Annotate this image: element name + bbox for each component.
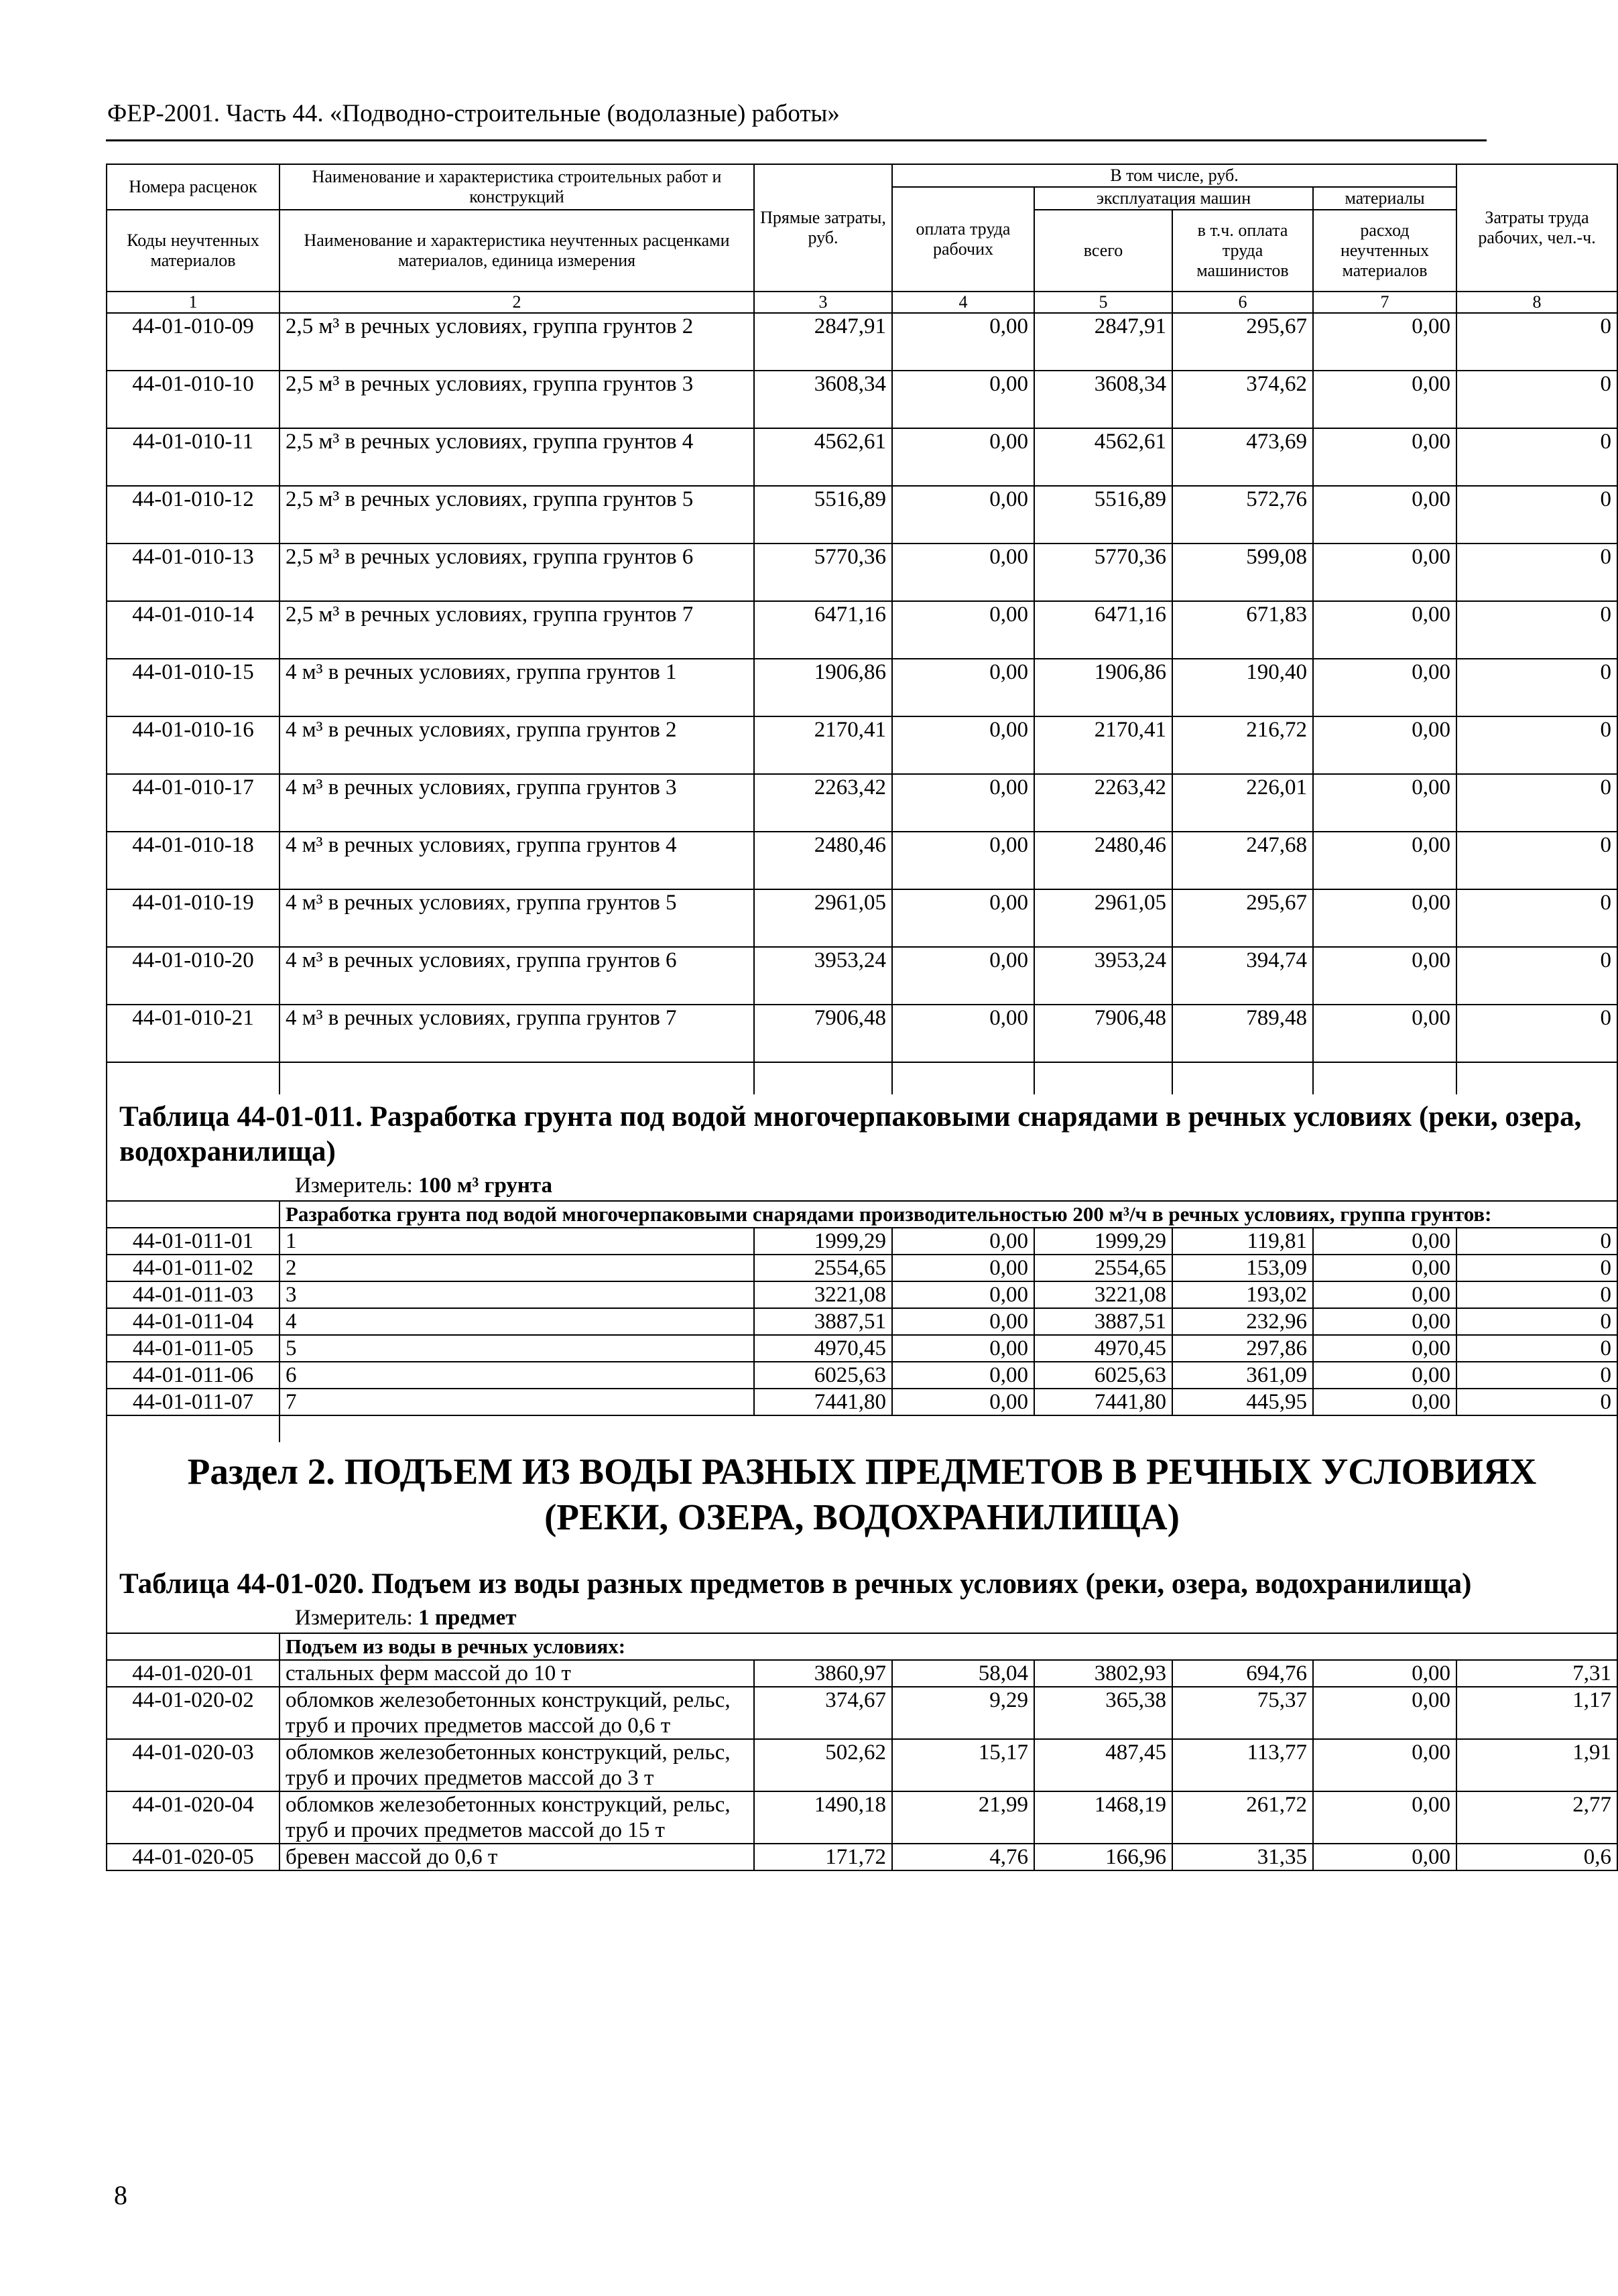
value-cell: 487,45 [1034, 1739, 1172, 1791]
value-cell: 58,04 [892, 1660, 1034, 1687]
value-cell: 0 [1456, 832, 1617, 889]
value-cell: 0,00 [1313, 1791, 1456, 1844]
value-cell: 3887,51 [1034, 1308, 1172, 1335]
value-cell: 2554,65 [1034, 1255, 1172, 1281]
work-name: 4 м³ в речных условиях, группа грунтов 4 [279, 832, 754, 889]
value-cell: 0,00 [892, 889, 1034, 947]
page-header: ФЕР-2001. Часть 44. «Подводно-строительные (водолазные) работы» [107, 100, 840, 127]
work-name: 4 м³ в речных условиях, группа грунтов 1 [279, 659, 754, 716]
value-cell: 3860,97 [754, 1660, 892, 1687]
value-cell: 0,00 [1313, 1005, 1456, 1062]
column-number: 6 [1172, 292, 1313, 313]
value-cell: 0,00 [1313, 371, 1456, 428]
incl-header: В том числе, руб. [892, 164, 1456, 187]
col7-header: расход неучтенных материалов [1313, 210, 1456, 292]
value-cell: 0,00 [1313, 486, 1456, 544]
rate-code: 44-01-010-14 [107, 601, 279, 659]
value-cell: 473,69 [1172, 428, 1313, 486]
value-cell: 0,00 [1313, 659, 1456, 716]
column-number: 4 [892, 292, 1034, 313]
rate-code: 44-01-020-03 [107, 1739, 279, 1791]
value-cell: 1999,29 [754, 1228, 892, 1255]
table-row [107, 1362, 1617, 1389]
work-name: 4 [279, 1308, 754, 1335]
table-row [107, 1308, 1617, 1335]
value-cell: 3221,08 [754, 1281, 892, 1308]
rate-code: 44-01-011-07 [107, 1389, 279, 1415]
table-row [107, 544, 1617, 601]
value-cell: 3608,34 [1034, 371, 1172, 428]
rate-code: 44-01-010-13 [107, 544, 279, 601]
work-name: 5 [279, 1335, 754, 1362]
value-cell: 0,00 [1313, 774, 1456, 832]
rate-code: 44-01-010-16 [107, 716, 279, 774]
value-cell: 0 [1456, 889, 1617, 947]
value-cell: 1999,29 [1034, 1228, 1172, 1255]
value-cell: 0 [1456, 486, 1617, 544]
work-name: обломков железобетонных конструкций, рельс, труб и прочих предметов массой до 3 т [279, 1739, 754, 1791]
value-cell: 0 [1456, 1005, 1617, 1062]
value-cell: 2263,42 [754, 774, 892, 832]
value-cell: 0 [1456, 371, 1617, 428]
value-cell: 0 [1456, 1362, 1617, 1389]
value-cell: 6471,16 [1034, 601, 1172, 659]
spacer-row [107, 1415, 1617, 1442]
value-cell: 7441,80 [754, 1389, 892, 1415]
table-row [107, 428, 1617, 486]
machines-header: эксплуатация машин [1034, 187, 1313, 210]
work-name: 4 м³ в речных условиях, группа грунтов 2 [279, 716, 754, 774]
col5-header: всего [1034, 210, 1172, 292]
value-cell: 0,00 [1313, 1844, 1456, 1870]
column-number: 3 [754, 292, 892, 313]
materials-header: материалы [1313, 187, 1456, 210]
value-cell: 2847,91 [754, 313, 892, 371]
value-cell: 5516,89 [1034, 486, 1172, 544]
value-cell: 1,91 [1456, 1739, 1617, 1791]
col3-header: Прямые затраты, руб. [754, 164, 892, 292]
value-cell: 0 [1456, 659, 1617, 716]
value-cell: 0,00 [892, 947, 1034, 1005]
table-row [107, 1005, 1617, 1062]
rate-code: 44-01-010-15 [107, 659, 279, 716]
value-cell: 0,00 [1313, 947, 1456, 1005]
value-cell: 166,96 [1034, 1844, 1172, 1870]
value-cell: 0,00 [892, 1228, 1034, 1255]
value-cell: 0,00 [1313, 313, 1456, 371]
value-cell: 2961,05 [1034, 889, 1172, 947]
table-010-body [107, 313, 1617, 1062]
value-cell: 0,00 [892, 1255, 1034, 1281]
table-row [107, 601, 1617, 659]
value-cell: 374,62 [1172, 371, 1313, 428]
value-cell: 0,00 [1313, 1228, 1456, 1255]
value-cell: 3953,24 [754, 947, 892, 1005]
value-cell: 0,00 [1313, 1362, 1456, 1389]
table-row [107, 1389, 1617, 1415]
value-cell: 0,00 [1313, 1739, 1456, 1791]
value-cell: 572,76 [1172, 486, 1313, 544]
value-cell: 7906,48 [1034, 1005, 1172, 1062]
rate-code: 44-01-010-17 [107, 774, 279, 832]
work-name: 2,5 м³ в речных условиях, группа грунтов 5 [279, 486, 754, 544]
rate-code: 44-01-020-04 [107, 1791, 279, 1844]
value-cell: 0,00 [1313, 832, 1456, 889]
rate-code: 44-01-020-02 [107, 1687, 279, 1739]
table-row [107, 774, 1617, 832]
table-011-measure: Измеритель: 100 м³ грунта [295, 1173, 553, 1198]
value-cell: 0,00 [1313, 1281, 1456, 1308]
value-cell: 0,00 [892, 1005, 1034, 1062]
value-cell: 0,00 [892, 716, 1034, 774]
value-cell: 232,96 [1172, 1308, 1313, 1335]
value-cell: 0 [1456, 1255, 1617, 1281]
value-cell: 0,00 [892, 486, 1034, 544]
spacer-row [107, 1062, 1617, 1094]
rate-code: 44-01-010-21 [107, 1005, 279, 1062]
value-cell: 2480,46 [754, 832, 892, 889]
value-cell: 671,83 [1172, 601, 1313, 659]
value-cell: 0,00 [1313, 1687, 1456, 1739]
column-number: 7 [1313, 292, 1456, 313]
value-cell: 171,72 [754, 1844, 892, 1870]
rate-code: 44-01-011-03 [107, 1281, 279, 1308]
column-number: 2 [279, 292, 754, 313]
work-name: 2,5 м³ в речных условиях, группа грунтов 6 [279, 544, 754, 601]
value-cell: 1468,19 [1034, 1791, 1172, 1844]
col1-header-bottom: Коды неучтенных материалов [107, 210, 279, 292]
value-cell: 21,99 [892, 1791, 1034, 1844]
value-cell: 190,40 [1172, 659, 1313, 716]
col2-header-top: Наименование и характеристика строительных работ и конструкций [279, 164, 754, 210]
value-cell: 394,74 [1172, 947, 1313, 1005]
value-cell: 0,00 [1313, 1308, 1456, 1335]
table-row [107, 371, 1617, 428]
value-cell: 2170,41 [754, 716, 892, 774]
value-cell: 502,62 [754, 1739, 892, 1791]
value-cell: 0,00 [892, 313, 1034, 371]
value-cell: 4970,45 [1034, 1335, 1172, 1362]
value-cell: 1906,86 [754, 659, 892, 716]
table-row [107, 1228, 1617, 1255]
value-cell: 3953,24 [1034, 947, 1172, 1005]
col1-header-top: Номера расценок [107, 164, 279, 210]
rate-code: 44-01-020-05 [107, 1844, 279, 1870]
value-cell: 0,00 [892, 601, 1034, 659]
value-cell: 365,38 [1034, 1687, 1172, 1739]
value-cell: 0,00 [1313, 1255, 1456, 1281]
value-cell: 0 [1456, 1335, 1617, 1362]
rate-code: 44-01-011-02 [107, 1255, 279, 1281]
value-cell: 0 [1456, 313, 1617, 371]
col4-header: оплата труда рабочих [892, 187, 1034, 292]
table-row [107, 659, 1617, 716]
value-cell: 9,29 [892, 1687, 1034, 1739]
table-row [107, 889, 1617, 947]
value-cell: 361,09 [1172, 1362, 1313, 1389]
rate-code: 44-01-010-10 [107, 371, 279, 428]
rate-code: 44-01-010-11 [107, 428, 279, 486]
value-cell: 4562,61 [754, 428, 892, 486]
value-cell: 0,00 [892, 832, 1034, 889]
table-row [107, 1739, 1617, 1791]
value-cell: 119,81 [1172, 1228, 1313, 1255]
value-cell: 4562,61 [1034, 428, 1172, 486]
rate-code: 44-01-011-04 [107, 1308, 279, 1335]
work-name: бревен массой до 0,6 т [279, 1844, 754, 1870]
value-cell: 7,31 [1456, 1660, 1617, 1687]
value-cell: 2170,41 [1034, 716, 1172, 774]
value-cell: 3221,08 [1034, 1281, 1172, 1308]
value-cell: 0,00 [1313, 544, 1456, 601]
value-cell: 3802,93 [1034, 1660, 1172, 1687]
rate-code: 44-01-011-06 [107, 1362, 279, 1389]
value-cell: 694,76 [1172, 1660, 1313, 1687]
value-cell: 247,68 [1172, 832, 1313, 889]
value-cell: 2480,46 [1034, 832, 1172, 889]
table-row [107, 313, 1617, 371]
work-name: 6 [279, 1362, 754, 1389]
value-cell: 0,00 [892, 544, 1034, 601]
work-name: 1 [279, 1228, 754, 1255]
rate-code: 44-01-010-18 [107, 832, 279, 889]
value-cell: 0 [1456, 1281, 1617, 1308]
table-row [107, 1281, 1617, 1308]
work-name: 2,5 м³ в речных условиях, группа грунтов 4 [279, 428, 754, 486]
value-cell: 261,72 [1172, 1791, 1313, 1844]
col8-header: Затраты труда рабочих, чел.-ч. [1456, 164, 1617, 292]
value-cell: 295,67 [1172, 889, 1313, 947]
table-020-subheading: Подъем из воды в речных условиях: [279, 1633, 1617, 1660]
value-cell: 0 [1456, 947, 1617, 1005]
work-name: 4 м³ в речных условиях, группа грунтов 5 [279, 889, 754, 947]
value-cell: 295,67 [1172, 313, 1313, 371]
table-020-body [107, 1660, 1617, 1870]
table-row [107, 947, 1617, 1005]
work-name: 4 м³ в речных условиях, группа грунтов 6 [279, 947, 754, 1005]
value-cell: 0,00 [892, 1308, 1034, 1335]
value-cell: 153,09 [1172, 1255, 1313, 1281]
value-cell: 789,48 [1172, 1005, 1313, 1062]
value-cell: 0 [1456, 544, 1617, 601]
rate-code: 44-01-010-19 [107, 889, 279, 947]
value-cell: 193,02 [1172, 1281, 1313, 1308]
value-cell: 0,6 [1456, 1844, 1617, 1870]
value-cell: 3887,51 [754, 1308, 892, 1335]
column-numbers-row [107, 292, 1617, 313]
value-cell: 0,00 [892, 428, 1034, 486]
value-cell: 216,72 [1172, 716, 1313, 774]
value-cell: 6471,16 [754, 601, 892, 659]
table-011-subheading: Разработка грунта под водой многочерпаковыми снарядами производительностью 200 м³/ч в речных условиях, группа грунтов: [279, 1201, 1617, 1228]
rate-code: 44-01-011-01 [107, 1228, 279, 1255]
table-020-title: Таблица 44-01-020. Подъем из воды разных предметов в речных условиях (реки, озера, водохранилища) [119, 1568, 1472, 1600]
value-cell: 0 [1456, 428, 1617, 486]
work-name: обломков железобетонных конструкций, рельс, труб и прочих предметов массой до 15 т [279, 1791, 754, 1844]
value-cell: 5516,89 [754, 486, 892, 544]
value-cell: 0 [1456, 1228, 1617, 1255]
column-number: 5 [1034, 292, 1172, 313]
value-cell: 0,00 [1313, 889, 1456, 947]
page-number: 8 [114, 2180, 127, 2210]
table-020-caption-row [107, 1540, 1617, 1633]
value-cell: 6025,63 [754, 1362, 892, 1389]
value-cell: 599,08 [1172, 544, 1313, 601]
value-cell: 0,00 [1313, 601, 1456, 659]
value-cell: 0,00 [1313, 1335, 1456, 1362]
work-name: обломков железобетонных конструкций, рельс, труб и прочих предметов массой до 0,6 т [279, 1687, 754, 1739]
value-cell: 226,01 [1172, 774, 1313, 832]
value-cell: 1490,18 [754, 1791, 892, 1844]
column-number: 1 [107, 292, 279, 313]
work-name: 4 м³ в речных условиях, группа грунтов 3 [279, 774, 754, 832]
value-cell: 374,67 [754, 1687, 892, 1739]
table-row [107, 1844, 1617, 1870]
value-cell: 445,95 [1172, 1389, 1313, 1415]
value-cell: 0,00 [892, 659, 1034, 716]
table-row [107, 1335, 1617, 1362]
table-row [107, 486, 1617, 544]
col6-header: в т.ч. оплата труда машинистов [1172, 210, 1313, 292]
value-cell: 0 [1456, 601, 1617, 659]
value-cell: 4,76 [892, 1844, 1034, 1870]
value-cell: 0,00 [892, 1281, 1034, 1308]
rate-code: 44-01-011-05 [107, 1335, 279, 1362]
rate-code: 44-01-010-20 [107, 947, 279, 1005]
table-row [107, 1791, 1617, 1844]
section-2-row [107, 1442, 1617, 1540]
value-cell: 5770,36 [1034, 544, 1172, 601]
value-cell: 3608,34 [754, 371, 892, 428]
table-011-title: Таблица 44-01-011. Разработка грунта под водой многочерпаковыми снарядами в речных условиях (реки, озера, водохранилища) [119, 1101, 1582, 1167]
value-cell: 6025,63 [1034, 1362, 1172, 1389]
price-table-frame [106, 164, 1612, 2129]
table-020-measure: Измеритель: 1 предмет [295, 1606, 517, 1630]
table-row [107, 1660, 1617, 1687]
table-020-subheading-row [107, 1633, 1617, 1660]
table-row [107, 1255, 1617, 1281]
work-name: 4 м³ в речных условиях, группа грунтов 7 [279, 1005, 754, 1062]
table-row [107, 1687, 1617, 1739]
value-cell: 0,00 [892, 371, 1034, 428]
header-rule [106, 139, 1487, 141]
value-cell: 2961,05 [754, 889, 892, 947]
value-cell: 0,00 [1313, 1660, 1456, 1687]
table-011-caption-row [107, 1094, 1617, 1201]
value-cell: 1,17 [1456, 1687, 1617, 1739]
work-name: стальных ферм массой до 10 т [279, 1660, 754, 1687]
work-name: 2 [279, 1255, 754, 1281]
value-cell: 75,37 [1172, 1687, 1313, 1739]
value-cell: 7441,80 [1034, 1389, 1172, 1415]
value-cell: 5770,36 [754, 544, 892, 601]
section-2-title: Раздел 2. ПОДЪЕМ ИЗ ВОДЫ РАЗНЫХ ПРЕДМЕТОВ В РЕЧНЫХ УСЛОВИЯХ (РЕКИ, ОЗЕРА, ВОДОХРАНИЛИЩА) [187, 1451, 1537, 1537]
work-name: 2,5 м³ в речных условиях, группа грунтов 7 [279, 601, 754, 659]
value-cell: 4970,45 [754, 1335, 892, 1362]
col2-header-bottom: Наименование и характеристика неучтенных расценками материалов, единица измерения [279, 210, 754, 292]
table-011-body [107, 1228, 1617, 1415]
value-cell: 31,35 [1172, 1844, 1313, 1870]
table-row [107, 832, 1617, 889]
value-cell: 2263,42 [1034, 774, 1172, 832]
value-cell: 113,77 [1172, 1739, 1313, 1791]
value-cell: 0 [1456, 1308, 1617, 1335]
rate-code: 44-01-010-09 [107, 313, 279, 371]
value-cell: 0,00 [892, 774, 1034, 832]
value-cell: 7906,48 [754, 1005, 892, 1062]
value-cell: 0 [1456, 774, 1617, 832]
work-name: 2,5 м³ в речных условиях, группа грунтов 3 [279, 371, 754, 428]
work-name: 2,5 м³ в речных условиях, группа грунтов 2 [279, 313, 754, 371]
work-name: 3 [279, 1281, 754, 1308]
value-cell: 0 [1456, 716, 1617, 774]
value-cell: 0,00 [892, 1389, 1034, 1415]
value-cell: 0,00 [1313, 716, 1456, 774]
rate-code: 44-01-010-12 [107, 486, 279, 544]
value-cell: 297,86 [1172, 1335, 1313, 1362]
value-cell: 0,00 [892, 1335, 1034, 1362]
value-cell: 1906,86 [1034, 659, 1172, 716]
rate-code: 44-01-020-01 [107, 1660, 279, 1687]
table-row [107, 716, 1617, 774]
value-cell: 2847,91 [1034, 313, 1172, 371]
value-cell: 2,77 [1456, 1791, 1617, 1844]
value-cell: 2554,65 [754, 1255, 892, 1281]
value-cell: 0,00 [1313, 428, 1456, 486]
value-cell: 0 [1456, 1389, 1617, 1415]
value-cell: 15,17 [892, 1739, 1034, 1791]
value-cell: 0,00 [1313, 1389, 1456, 1415]
price-table [106, 164, 1618, 1871]
table-011-subheading-row [107, 1201, 1617, 1228]
column-number: 8 [1456, 292, 1617, 313]
work-name: 7 [279, 1389, 754, 1415]
value-cell: 0,00 [892, 1362, 1034, 1389]
